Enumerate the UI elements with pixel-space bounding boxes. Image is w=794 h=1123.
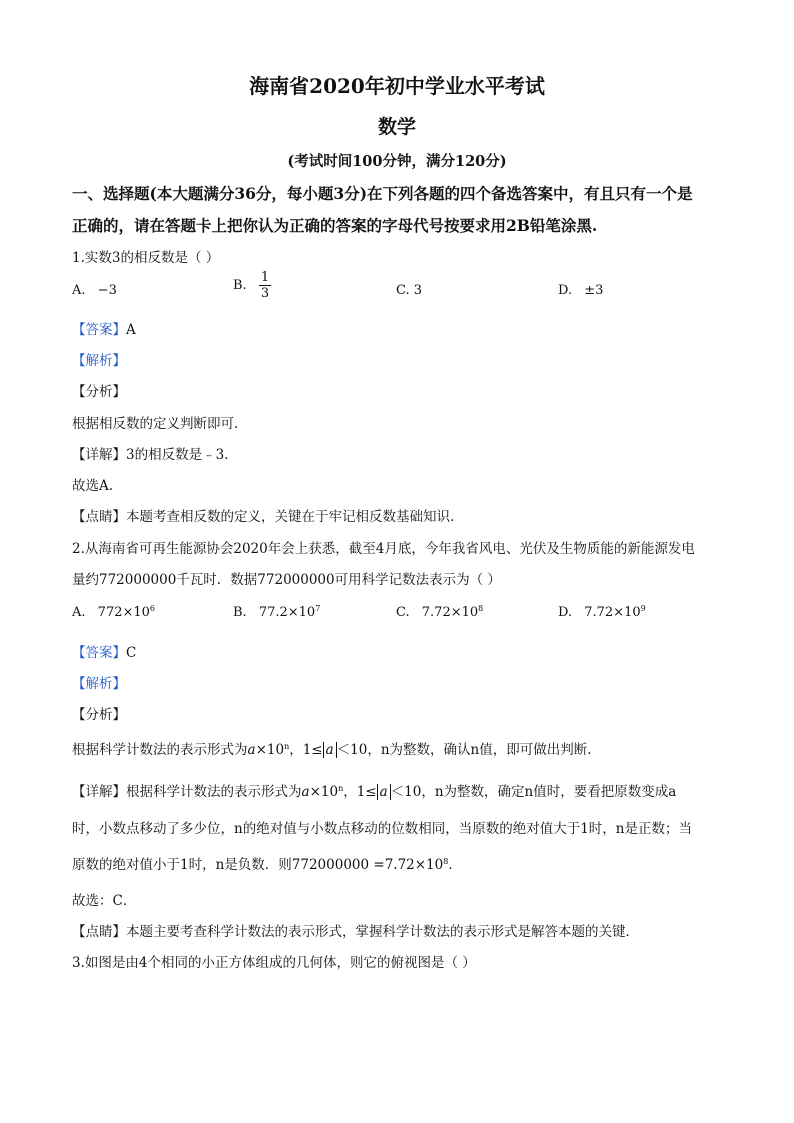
q1-xiangjie-tag: 【详解】 (72, 447, 126, 463)
q1-choose: 故选A. (72, 478, 114, 494)
q1-dianjing-text: 本题考查相反数的定义，关键在于牢记相反数基础知识. (126, 509, 455, 525)
q2-option-d-label: D. (558, 605, 573, 620)
q2-xj-mid2: ＜10，n为整数，确定n值时，要看把原数变成a (390, 784, 677, 800)
q2-option-a-label: A. (72, 605, 86, 620)
q2-fenxi-exp-n: n (284, 742, 290, 751)
q1-xiangjie (72, 443, 228, 463)
q1-fenxi-tag: 【分析】 (72, 384, 126, 400)
q2-fenxi-mid1: ，1≤ (289, 742, 323, 758)
q2-option-d-exponent: 9 (640, 604, 646, 613)
q1-option-a-value: −3 (97, 283, 117, 298)
q2-option-a-base: 772×10 (97, 605, 150, 620)
q2-xj-line3-exp: 8 (443, 857, 449, 866)
q1-answer-value: A (126, 322, 136, 338)
q2-option-b-label: B. (233, 605, 247, 620)
q2-option-c (396, 605, 483, 620)
exam-note: (考试时间100分钟，满分120分) (287, 153, 507, 170)
section-instruction-line1: 一、选择题(本大题满分36分，每小题3分)在下列各题的四个备选答案中，有且只有一个是 (72, 184, 693, 203)
q2-xj-exp-n: n (338, 784, 344, 793)
q2-stem-line2: 量约772000000千瓦时．数据772000000可用科学记数法表示为（ ） (72, 572, 501, 588)
q1-option-a-label: A. (72, 283, 86, 298)
q2-xiangjie-line3 (72, 853, 462, 873)
q2-xiangjie-line2: 时，小数点移动了多少位，n的绝对值与小数点移动的位数相同，当原数的绝对值大于1时，n是正数；当 (72, 821, 692, 837)
q2-option-a (72, 605, 155, 620)
q1-option-c: C. 3 (396, 283, 423, 298)
section-instruction-line2: 正确的，请在答题卡上把你认为正确的答案的字母代号按要求用2B铅笔涂黑. (72, 216, 598, 235)
q2-xj-var-a: a (301, 784, 310, 800)
q1-xiangjie-text: 3的相反数是﹣3. (126, 447, 229, 463)
q2-fenxi-text (72, 738, 592, 758)
q2-xj-times: ×10 (309, 784, 339, 800)
q2-option-c-base: 7.72×10 (421, 605, 479, 620)
q1-option-d-value: ±3 (584, 283, 604, 298)
q2-xiangjie-line1 (72, 780, 676, 800)
q2-fenxi-tag: 【分析】 (72, 707, 126, 723)
q2-dianjing (72, 920, 639, 940)
q2-fenxi-pre: 根据科学计数法的表示形式为 (72, 742, 248, 758)
q2-option-d (558, 605, 646, 620)
q2-fenxi-abs-a: a (323, 742, 337, 758)
q2-option-a-exponent: 6 (149, 604, 156, 613)
q1-option-b-numerator: 1 (260, 270, 270, 285)
q2-option-c-label: C. (396, 605, 410, 620)
q2-fenxi-times: ×10 (255, 742, 285, 758)
q3-stem: 3.如图是由4个相同的小正方体组成的几何体，则它的俯视图是（ ） (72, 955, 476, 971)
q2-option-b-exponent: 7 (315, 604, 321, 613)
q2-option-b-base: 77.2×10 (258, 605, 316, 620)
q2-xj-line3-pre: 原数的绝对值小于1时，n是负数．则772000000 =7.72×10 (72, 857, 444, 873)
q1-option-b-fraction (259, 270, 271, 301)
q2-dianjing-tag: 【点睛】 (72, 924, 126, 940)
q1-option-a (72, 283, 117, 298)
q1-dianjing-tag: 【点睛】 (72, 509, 126, 525)
q2-xj-abs-a: a (377, 784, 391, 800)
q2-option-d-base: 7.72×10 (584, 605, 641, 620)
q2-answer (72, 641, 136, 661)
q1-option-b-denominator: 3 (260, 286, 270, 301)
q1-answer-tag: 【答案】 (72, 322, 126, 338)
exam-title: 海南省2020年初中学业水平考试 (249, 74, 545, 98)
q2-option-b (233, 605, 320, 620)
q2-dianjing-text: 本题主要考查科学计数法的表示形式，掌握科学计数法的表示形式是解答本题的关键． (126, 924, 639, 940)
q1-option-d-label: D. (558, 283, 573, 298)
q1-answer (72, 318, 136, 338)
q2-fenxi-var-a: a (247, 742, 256, 758)
q1-option-b-label: B. (233, 278, 247, 293)
q2-answer-value: C (126, 645, 137, 661)
q1-jiexi-tag: 【解析】 (72, 353, 126, 369)
subject-title: 数学 (377, 116, 416, 138)
q1-fenxi-text: 根据相反数的定义判断即可. (72, 416, 239, 432)
q2-answer-tag: 【答案】 (72, 645, 126, 661)
q1-dianjing (72, 505, 454, 525)
q2-xj-pre: 根据科学计数法的表示形式为 (126, 784, 302, 800)
q1-option-d (558, 283, 603, 298)
q2-xj-line3-end: ． (448, 857, 462, 873)
q1-stem: 1.实数3的相反数是（ ） (72, 250, 220, 266)
q2-stem-line1: 2.从海南省可再生能源协会2020年会上获悉，截至4月底，今年我省风电、光伏及生物质能的新能源发电 (72, 541, 695, 557)
q2-fenxi-mid2: ＜10，n为整数，确认n值，即可做出判断. (336, 742, 592, 758)
q2-jiexi-tag: 【解析】 (72, 676, 126, 692)
q2-option-c-exponent: 8 (478, 604, 484, 613)
q2-choose: 故选：C． (72, 893, 137, 909)
q2-xiangjie-tag: 【详解】 (72, 784, 126, 800)
q1-option-b (233, 270, 271, 301)
q2-xj-mid1: ，1≤ (343, 784, 377, 800)
